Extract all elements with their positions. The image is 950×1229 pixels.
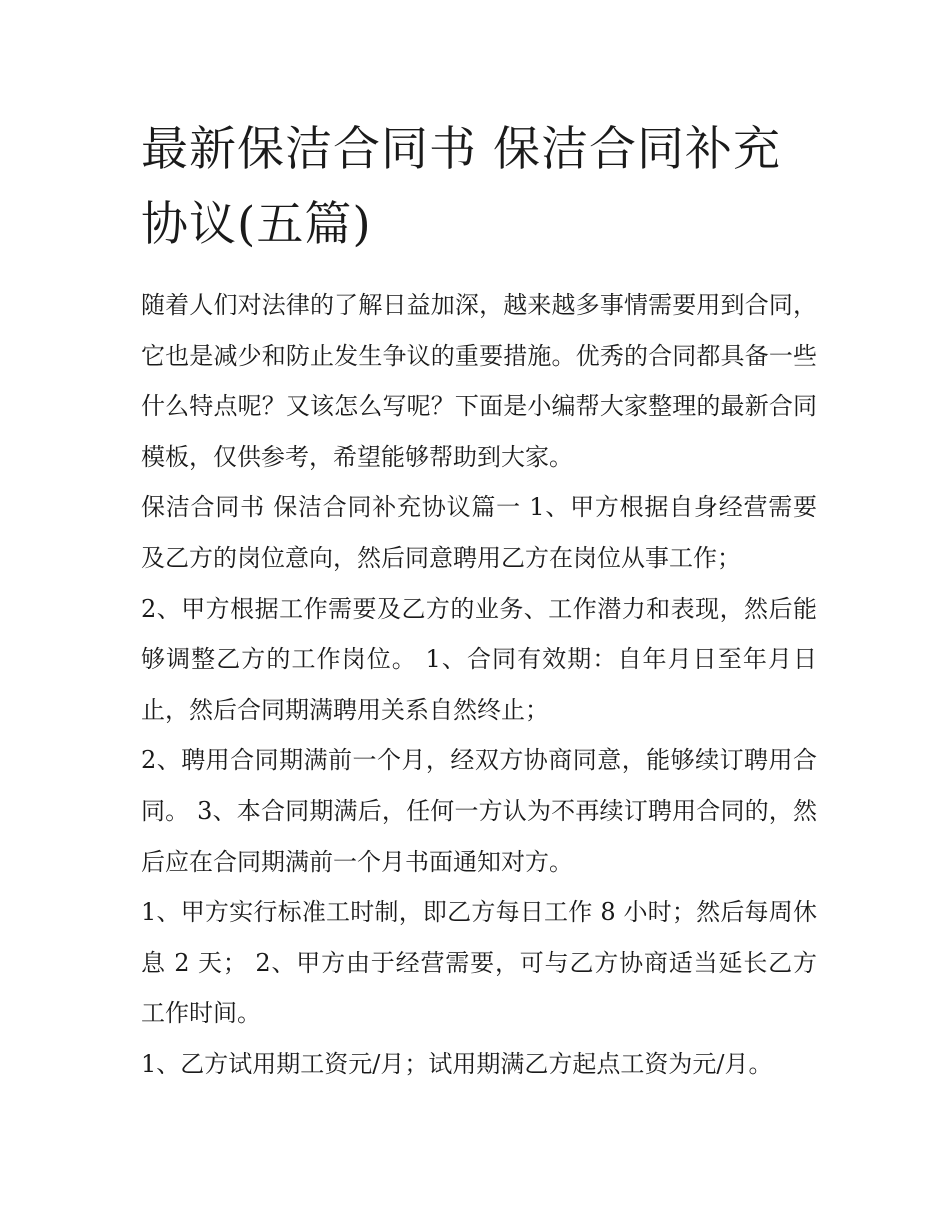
document-content	[141, 112, 817, 1090]
paragraph-article-2: 2、甲方根据工作需要及乙方的业务、工作潜力和表现，然后能够调整乙方的工作岗位。 1、合同有效期：自年月日至年月日止，然后合同期满聘用关系自然终止；	[141, 594, 817, 724]
paragraph-article-1: 保洁合同书 保洁合同补充协议篇一 1、甲方根据自身经营需要及乙方的岗位意向，然后同意聘用乙方在岗位从事工作；	[141, 493, 817, 572]
paragraph-intro: 随着人们对法律的了解日益加深，越来越多事情需要用到合同，它也是减少和防止发生争议的重要措施。优秀的合同都具备一些什么特点呢？又该怎么写呢？下面是小编帮大家整理的最新合同模板，仅供参考，希望能够帮助到大家。	[141, 291, 817, 471]
paragraph-article-5: 1、乙方试用期工资元/月；试用期满乙方起点工资为元/月。	[141, 1049, 773, 1078]
document-body	[141, 280, 817, 1090]
document-title: 最新保洁合同书 保洁合同补充协议(五篇)	[141, 122, 781, 252]
paragraph-article-3: 2、聘用合同期满前一个月，经双方协商同意，能够续订聘用合同。 3、本合同期满后，任何一方认为不再续订聘用合同的，然后应在合同期满前一个月书面通知对方。	[141, 746, 817, 876]
paragraph-article-4: 1、甲方实行标准工时制，即乙方每日工作 8 小时；然后每周休息 2 天； 2、甲方由于经营需要，可与乙方协商适当延长乙方工作时间。	[141, 898, 817, 1028]
